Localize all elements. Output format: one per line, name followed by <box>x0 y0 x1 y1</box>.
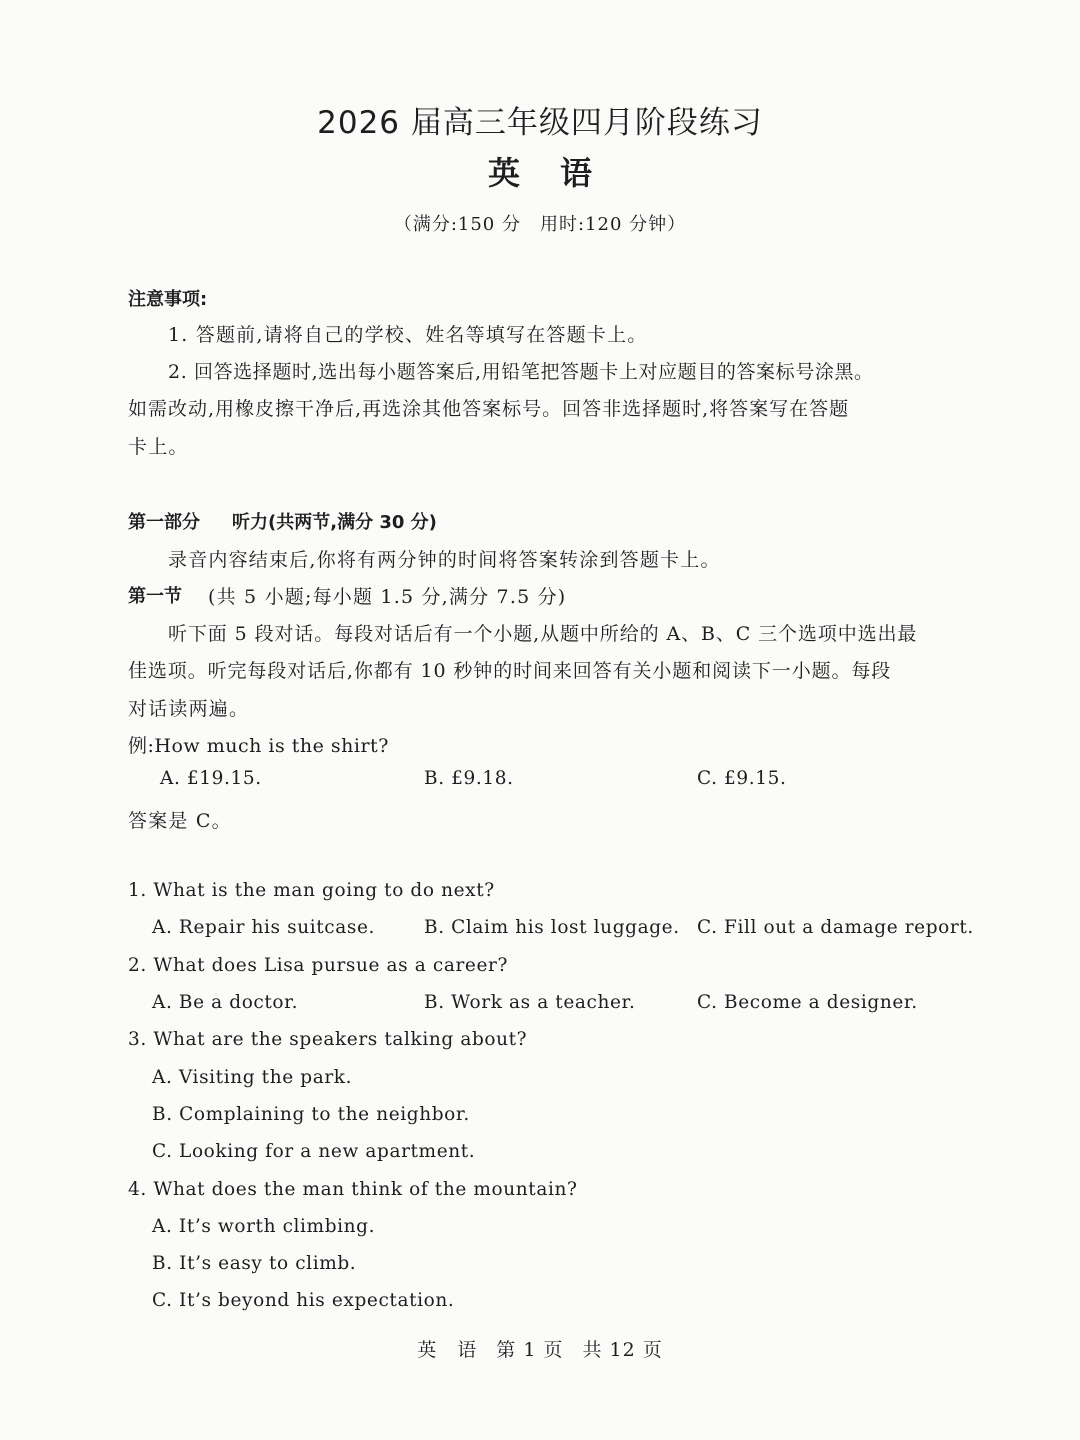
question-3-option-c: C. Looking for a new apartment. <box>152 1141 476 1162</box>
example-answer: 答案是 C。 <box>128 810 232 832</box>
section1-desc: (共 5 小题;每小题 1.5 分,满分 7.5 分) <box>208 586 567 608</box>
subject-title: 英语 <box>487 154 632 192</box>
example-question: 例:How much is the shirt? <box>128 735 389 757</box>
question-3-option-b: B. Complaining to the neighbor. <box>152 1104 470 1125</box>
notice-line-3: 如需改动,用橡皮擦干净后,再选涂其他答案标号。回答非选择题时,将答案写在答题 <box>128 398 850 420</box>
question-4-option-a: A. It’s worth climbing. <box>152 1216 376 1237</box>
exam-title: 2026 届高三年级四月阶段练习 <box>317 105 763 141</box>
question-2-option-c: C. Become a designer. <box>697 992 918 1013</box>
question-3-option-a: A. Visiting the park. <box>152 1067 353 1088</box>
question-4-stem: 4. What does the man think of the mountain? <box>128 1179 578 1200</box>
instruction-line-1: 听下面 5 段对话。每段对话后有一个小题,从题中所给的 A、B、C 三个选项中选出最 <box>168 623 918 645</box>
instruction-line-3: 对话读两遍。 <box>128 698 250 720</box>
question-2-option-a: A. Be a doctor. <box>152 992 299 1013</box>
question-1-option-b: B. Claim his lost luggage. <box>424 917 680 938</box>
notice-line-2: 2. 回答选择题时,选出每小题答案后,用铅笔把答题卡上对应题目的答案标号涂黑。 <box>168 361 874 383</box>
footer-page-number: 第 1 页 <box>496 1339 564 1361</box>
example-option-b: B. £9.18. <box>424 768 514 789</box>
question-1-stem: 1. What is the man going to do next? <box>128 880 495 901</box>
question-3-stem: 3. What are the speakers talking about? <box>128 1029 528 1050</box>
notice-line-4: 卡上。 <box>128 436 189 458</box>
part1-label: 第一部分 <box>128 512 200 533</box>
question-1-option-a: A. Repair his suitcase. <box>152 917 375 938</box>
instruction-line-2: 佳选项。听完每段对话后,你都有 10 秒钟的时间来回答有关小题和阅读下一小题。每段 <box>128 660 892 682</box>
part1-title: 听力(共两节,满分 30 分) <box>232 512 437 533</box>
exam-meta: （满分:150 分 用时:120 分钟） <box>393 214 687 235</box>
question-2-stem: 2. What does Lisa pursue as a career? <box>128 955 508 976</box>
part1-intro: 录音内容结束后,你将有两分钟的时间将答案转涂到答题卡上。 <box>168 549 721 571</box>
notice-line-1: 1. 答题前,请将自己的学校、姓名等填写在答题卡上。 <box>168 324 648 346</box>
example-option-a: A. £19.15. <box>160 768 262 789</box>
page-footer <box>0 1335 1080 1362</box>
footer-subject: 英 语 <box>417 1339 478 1361</box>
footer-page-total: 共 12 页 <box>582 1339 663 1361</box>
section1-label: 第一节 <box>128 586 182 607</box>
question-4-option-b: B. It’s easy to climb. <box>152 1253 357 1274</box>
question-1-option-c: C. Fill out a damage report. <box>697 917 974 938</box>
example-option-c: C. £9.15. <box>697 768 787 789</box>
notice-heading: 注意事项: <box>128 289 208 310</box>
question-4-option-c: C. It’s beyond his expectation. <box>152 1290 455 1311</box>
question-2-option-b: B. Work as a teacher. <box>424 992 636 1013</box>
